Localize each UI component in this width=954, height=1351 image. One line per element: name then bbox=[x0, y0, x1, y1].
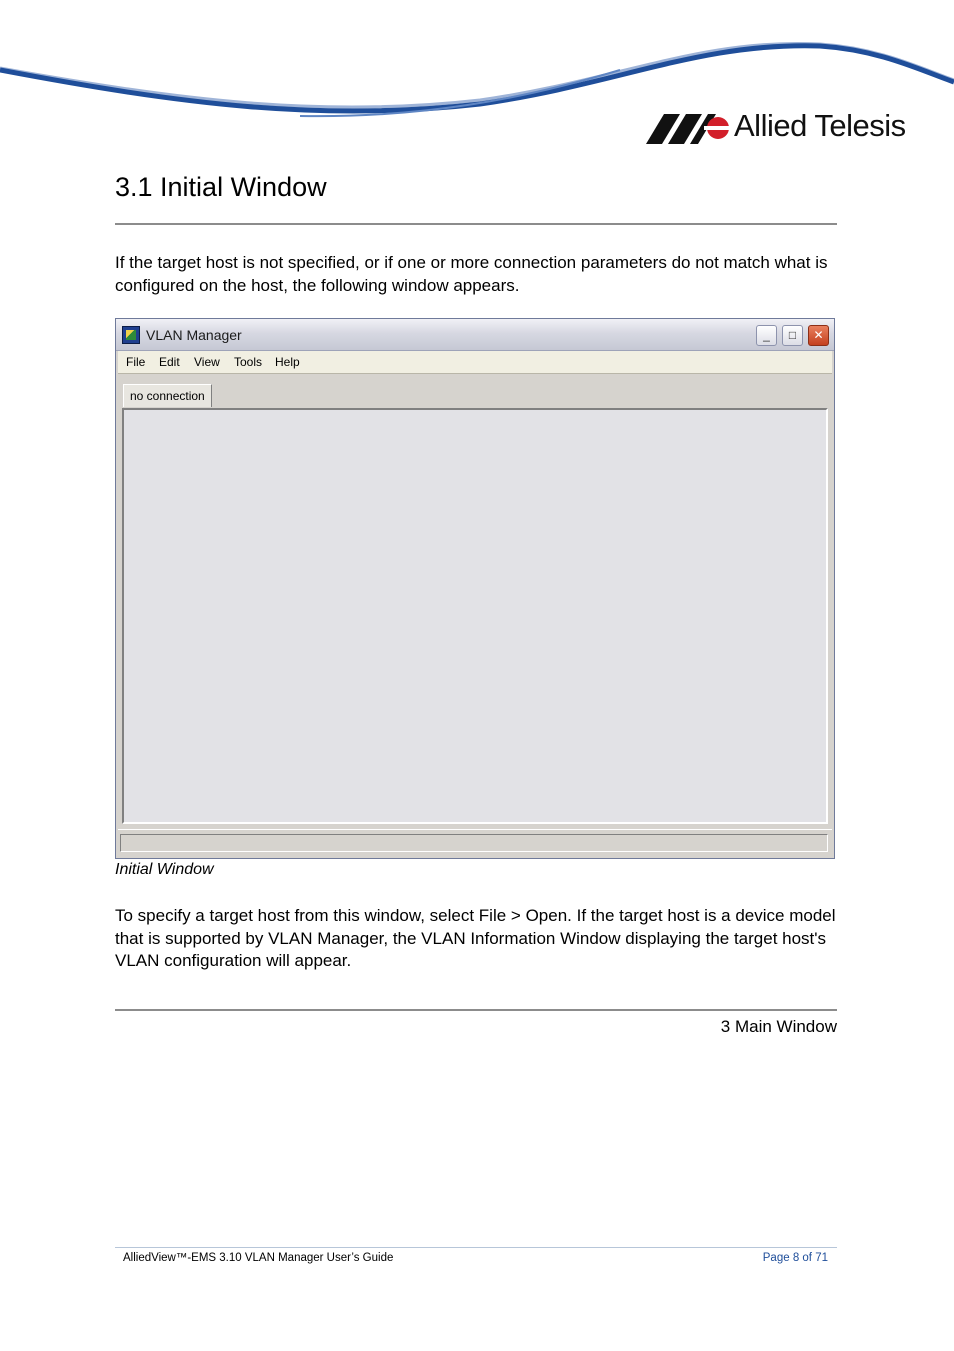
window-titlebar bbox=[116, 319, 834, 351]
allied-telesis-logo-mark-icon bbox=[646, 114, 730, 144]
footer-divider bbox=[115, 1247, 837, 1248]
company-logo bbox=[646, 108, 906, 148]
status-bar bbox=[118, 829, 832, 855]
menu-view[interactable]: View bbox=[194, 355, 220, 369]
close-icon[interactable]: ✕ bbox=[808, 325, 829, 346]
section-end-divider bbox=[115, 1009, 837, 1011]
footer-doc-title: AlliedView™-EMS 3.10 VLAN Manager User’s Guide bbox=[123, 1252, 394, 1264]
figure-caption: Initial Window bbox=[115, 861, 214, 878]
menu-tools[interactable]: Tools bbox=[234, 355, 263, 369]
footer-page-number: Page 8 of 71 bbox=[762, 1252, 828, 1264]
chapter-label: 3 Main Window bbox=[720, 1017, 837, 1036]
minimize-icon[interactable]: _ bbox=[756, 325, 777, 346]
intro-paragraph: If the target host is not specified, or if one or more connection parameters do not match what is configured on the host, the following window appears. bbox=[115, 253, 828, 295]
menu-reference-file: File bbox=[478, 906, 507, 925]
menu-bar bbox=[118, 351, 832, 374]
body-text-part1: To specify a target host from this window, select bbox=[115, 906, 479, 925]
status-field bbox=[120, 834, 828, 852]
client-area bbox=[122, 408, 828, 824]
body-paragraph bbox=[115, 905, 837, 973]
vlan-manager-window-screenshot bbox=[115, 318, 835, 859]
heading-divider bbox=[115, 223, 837, 225]
body-text-separator: > bbox=[506, 906, 526, 925]
tab-strip bbox=[118, 375, 832, 407]
menu-edit[interactable]: Edit bbox=[159, 355, 180, 369]
body-text-part2: . If the target host is a device model that is supported by VLAN Manager, the VLAN Information Window displaying the target host's VLAN configuration will appear. bbox=[115, 906, 836, 970]
menu-help[interactable]: Help bbox=[275, 355, 300, 369]
window-title: VLAN Manager bbox=[146, 327, 242, 343]
maximize-icon[interactable]: □ bbox=[782, 325, 803, 346]
menu-reference-open: Open bbox=[525, 906, 568, 925]
tab-no-connection[interactable]: no connection bbox=[123, 384, 212, 407]
menu-file[interactable]: File bbox=[126, 355, 146, 369]
vlan-manager-app-icon bbox=[122, 326, 140, 344]
section-heading: 3.1 Initial Window bbox=[115, 172, 327, 202]
logo-text: Allied Telesis bbox=[734, 108, 906, 143]
